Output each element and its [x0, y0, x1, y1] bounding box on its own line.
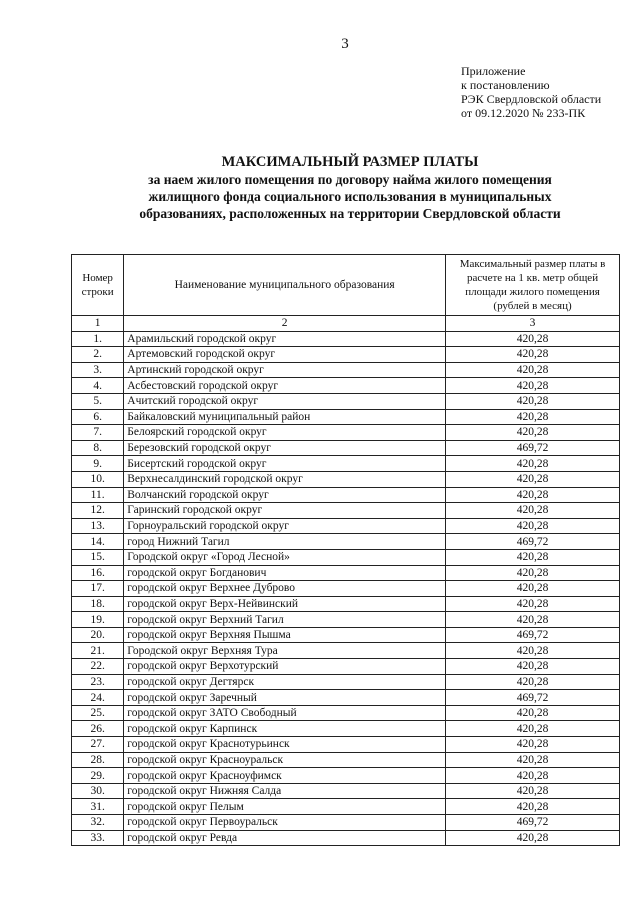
table-row: [72, 393, 620, 409]
table-row: [72, 362, 620, 378]
row-number: 15.: [72, 549, 124, 565]
rate-value: 420,28: [446, 393, 620, 409]
municipality-name: Волчанский городской округ: [124, 487, 446, 503]
table-row: [72, 534, 620, 550]
row-number: 19.: [72, 612, 124, 628]
row-number: 32.: [72, 815, 124, 831]
row-number: 16.: [72, 565, 124, 581]
column-index: 2: [124, 316, 446, 332]
municipality-name: городской округ Краснотурьинск: [124, 737, 446, 753]
rate-value: 420,28: [446, 378, 620, 394]
municipality-name: городской округ Нижняя Салда: [124, 783, 446, 799]
row-number: 6.: [72, 409, 124, 425]
table-row: [72, 830, 620, 846]
municipality-name: городской округ Первоуральск: [124, 815, 446, 831]
table-row: [72, 503, 620, 519]
appendix-line-2: к постановлению: [461, 78, 550, 92]
row-number: 18.: [72, 596, 124, 612]
rate-value: 420,28: [446, 799, 620, 815]
rate-value: 420,28: [446, 503, 620, 519]
municipality-name: Верхнесалдинский городской округ: [124, 471, 446, 487]
document-title: [60, 153, 640, 222]
municipality-name: город Нижний Тагил: [124, 534, 446, 550]
municipality-name: Гаринский городской округ: [124, 503, 446, 519]
rate-value: 420,28: [446, 752, 620, 768]
table-row: [72, 659, 620, 675]
table-row: [72, 487, 620, 503]
appendix-note: [461, 64, 601, 120]
municipality-name: городской округ ЗАТО Свободный: [124, 705, 446, 721]
table-row: [72, 596, 620, 612]
table-row: [72, 690, 620, 706]
row-number: 4.: [72, 378, 124, 394]
rate-value: 420,28: [446, 331, 620, 347]
table-row: [72, 549, 620, 565]
municipality-name: Байкаловский муниципальный район: [124, 409, 446, 425]
table-row: [72, 674, 620, 690]
municipality-name: городской округ Верхний Тагил: [124, 612, 446, 628]
row-number: 10.: [72, 471, 124, 487]
municipality-name: городской округ Верхотурский: [124, 659, 446, 675]
row-number: 24.: [72, 690, 124, 706]
municipality-name: городской округ Заречный: [124, 690, 446, 706]
table-row: [72, 518, 620, 534]
row-number: 33.: [72, 830, 124, 846]
column-index-row: [72, 316, 620, 332]
table-row: [72, 737, 620, 753]
rate-value: 420,28: [446, 737, 620, 753]
table-row: [72, 768, 620, 784]
rate-value: 420,28: [446, 783, 620, 799]
municipality-name: городской округ Верхняя Пышма: [124, 627, 446, 643]
row-number: 17.: [72, 581, 124, 597]
rate-value: 420,28: [446, 425, 620, 441]
row-number: 30.: [72, 783, 124, 799]
rate-value: 469,72: [446, 627, 620, 643]
row-number: 28.: [72, 752, 124, 768]
table-row: [72, 425, 620, 441]
table-row: [72, 627, 620, 643]
row-number: 22.: [72, 659, 124, 675]
table-row: [72, 581, 620, 597]
column-index: 1: [72, 316, 124, 332]
municipality-name: Арамильский городской округ: [124, 331, 446, 347]
appendix-line-4: от 09.12.2020 № 233-ПК: [461, 106, 586, 120]
header-municipality: Наименование муниципального образования: [124, 255, 446, 316]
table-row: [72, 440, 620, 456]
table-row: [72, 612, 620, 628]
rate-value: 420,28: [446, 643, 620, 659]
rate-value: 420,28: [446, 456, 620, 472]
row-number: 31.: [72, 799, 124, 815]
table-row: [72, 721, 620, 737]
row-number: 29.: [72, 768, 124, 784]
municipality-name: городской округ Богданович: [124, 565, 446, 581]
municipality-name: городской округ Пелым: [124, 799, 446, 815]
municipality-name: Городской округ «Город Лесной»: [124, 549, 446, 565]
table-row: [72, 471, 620, 487]
appendix-line-1: Приложение: [461, 64, 526, 78]
municipality-name: городской округ Ревда: [124, 830, 446, 846]
municipality-name: Горноуральский городской округ: [124, 518, 446, 534]
municipality-name: городской округ Верхнее Дуброво: [124, 581, 446, 597]
row-number: 8.: [72, 440, 124, 456]
rate-value: 420,28: [446, 471, 620, 487]
rate-value: 469,72: [446, 690, 620, 706]
row-number: 9.: [72, 456, 124, 472]
rate-value: 420,28: [446, 659, 620, 675]
row-number: 27.: [72, 737, 124, 753]
municipality-name: Ачитский городской округ: [124, 393, 446, 409]
municipality-name: городской округ Верх-Нейвинский: [124, 596, 446, 612]
municipality-name: Бисертский городской округ: [124, 456, 446, 472]
row-number: 25.: [72, 705, 124, 721]
header-max-rate: Максимальный размер платы в расчете на 1 кв. метр общей площади жилого помещения (рублей в месяц): [446, 255, 620, 316]
table-row: [72, 565, 620, 581]
rate-value: 420,28: [446, 347, 620, 363]
page-number: 3: [341, 36, 349, 52]
rate-value: 420,28: [446, 362, 620, 378]
municipality-name: Городской округ Верхняя Тура: [124, 643, 446, 659]
column-index: 3: [446, 316, 620, 332]
rate-value: 469,72: [446, 815, 620, 831]
rate-value: 420,28: [446, 830, 620, 846]
rate-value: 420,28: [446, 409, 620, 425]
title-sub-1: за наем жилого помещения по договору найма жилого помещения: [148, 172, 552, 187]
row-number: 21.: [72, 643, 124, 659]
table-row: [72, 752, 620, 768]
header-row-number: Номер строки: [72, 255, 124, 316]
municipality-name: Артемовский городской округ: [124, 347, 446, 363]
table-header-row: [72, 255, 620, 316]
table-row: [72, 799, 620, 815]
rate-value: 420,28: [446, 612, 620, 628]
row-number: 1.: [72, 331, 124, 347]
municipality-name: Артинский городской округ: [124, 362, 446, 378]
rate-value: 420,28: [446, 674, 620, 690]
rate-value: 469,72: [446, 440, 620, 456]
rate-value: 420,28: [446, 487, 620, 503]
row-number: 14.: [72, 534, 124, 550]
row-number: 12.: [72, 503, 124, 519]
table-row: [72, 783, 620, 799]
table-row: [72, 815, 620, 831]
table-row: [72, 705, 620, 721]
rate-value: 420,28: [446, 518, 620, 534]
municipality-name: Асбестовский городской округ: [124, 378, 446, 394]
municipality-name: городской округ Карпинск: [124, 721, 446, 737]
table-row: [72, 378, 620, 394]
table-row: [72, 456, 620, 472]
municipality-name: Березовский городской округ: [124, 440, 446, 456]
rate-value: 420,28: [446, 705, 620, 721]
table-row: [72, 409, 620, 425]
rate-value: 420,28: [446, 721, 620, 737]
row-number: 26.: [72, 721, 124, 737]
municipality-name: городской округ Красноуфимск: [124, 768, 446, 784]
title-sub-3: образованиях, расположенных на территории Свердловской области: [139, 206, 561, 221]
municipality-name: городской округ Дегтярск: [124, 674, 446, 690]
row-number: 2.: [72, 347, 124, 363]
rate-value: 420,28: [446, 549, 620, 565]
municipality-name: городской округ Красноуральск: [124, 752, 446, 768]
appendix-line-3: РЭК Свердловской области: [461, 92, 602, 106]
municipality-name: Белоярский городской округ: [124, 425, 446, 441]
row-number: 23.: [72, 674, 124, 690]
row-number: 5.: [72, 393, 124, 409]
rate-value: 469,72: [446, 534, 620, 550]
rates-table: [71, 254, 620, 846]
row-number: 11.: [72, 487, 124, 503]
row-number: 3.: [72, 362, 124, 378]
title-main: МАКСИМАЛЬНЫЙ РАЗМЕР ПЛАТЫ: [221, 154, 479, 170]
table-row: [72, 347, 620, 363]
rate-value: 420,28: [446, 596, 620, 612]
rate-value: 420,28: [446, 565, 620, 581]
title-sub-2: жилищного фонда социального использования в муниципальных: [148, 189, 552, 204]
rate-value: 420,28: [446, 768, 620, 784]
table-row: [72, 643, 620, 659]
row-number: 7.: [72, 425, 124, 441]
rate-value: 420,28: [446, 581, 620, 597]
table-row: [72, 331, 620, 347]
row-number: 20.: [72, 627, 124, 643]
row-number: 13.: [72, 518, 124, 534]
